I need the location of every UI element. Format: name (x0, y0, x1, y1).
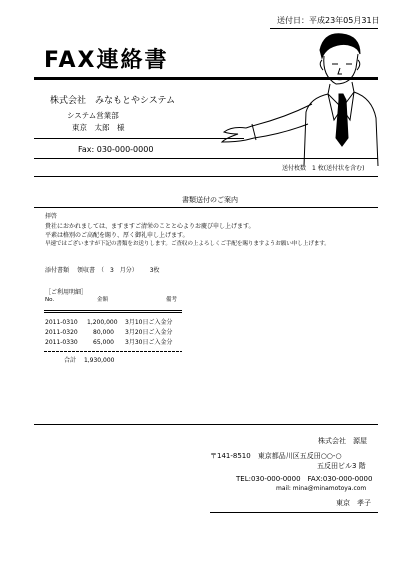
page-count-rule (34, 176, 378, 177)
row-no: 2011-0320 (45, 329, 78, 336)
section-title-rule (34, 207, 378, 208)
sender-person: 東京 孝子 (336, 499, 371, 507)
sender-address-2: 五反田ビル3 階 (317, 462, 366, 470)
sender-company: 株式会社 源屋 (318, 437, 367, 445)
enclosure (45, 268, 160, 274)
table-row (45, 330, 78, 336)
send-date-value: 平成23年05月31日 (309, 16, 380, 25)
recipient-department: システム営業部 (67, 111, 119, 120)
total (64, 358, 114, 364)
greeting: 拝啓 (45, 213, 58, 220)
sender-mail: mail: mina@minamotoya.com (276, 485, 367, 492)
recipient-fax: Fax: 030-000-0000 (78, 145, 154, 154)
sender-address-1: 〒141-8510 東京都品川区五反田○○-○ (210, 452, 342, 460)
table-row (45, 320, 78, 326)
table-row (45, 340, 78, 346)
total-value: 1,930,000 (83, 357, 115, 364)
sender-rule (210, 512, 378, 513)
footer-rule (34, 424, 378, 425)
row-note: 3月30日ご入金分 (125, 339, 173, 346)
enclosure-name: 領収書 （ 3 月分） (76, 267, 138, 274)
enclosure-label: 添付書類 (45, 267, 70, 274)
col-note: 備考 (166, 297, 178, 303)
row-amount: 65,000 (93, 339, 114, 346)
fax-rule (34, 158, 378, 159)
col-no: No. (45, 297, 55, 303)
row-amount: 1,200,000 (87, 319, 118, 326)
send-date (277, 17, 380, 25)
total-label: 合計 (64, 357, 77, 364)
row-no: 2011-0310 (45, 319, 78, 326)
recipient-rule (34, 138, 244, 139)
row-amount: 80,000 (93, 329, 114, 336)
businessman-illustration (212, 28, 380, 166)
row-note: 3月10日ご入金分 (125, 319, 173, 326)
recipient-company: 株式会社 みなもとやシステム (50, 96, 176, 106)
send-date-label: 送付日： (277, 16, 309, 25)
row-no: 2011-0330 (45, 339, 78, 346)
page-count: 送付枚数 1 枚(送付状を含む) (282, 165, 365, 172)
col-amount: 金額 (97, 297, 109, 303)
row-note: 3月20日ご入金分 (125, 329, 173, 336)
body-line-2: 平素は格別のご高配を賜り、厚く御礼申し上げます。 (45, 232, 189, 239)
table-total-rule (44, 351, 182, 352)
enclosure-count: 3枚 (149, 267, 160, 274)
table-header-rule-1 (44, 310, 182, 311)
recipient-person: 東京 太郎 様 (72, 123, 125, 132)
sender-tel: TEL:030-000-0000 FAX:030-000-0000 (236, 475, 373, 483)
page-title: FAX連絡書 (44, 48, 169, 73)
section-title: 書類送付のご案内 (182, 196, 238, 204)
body-line-1: 貴社におかれましては、ますますご清栄のことと心よりお慶び申し上げます。 (45, 223, 255, 230)
body-line-3: 早速ではございますが下記の書類をお送りします。ご査収の上よろしくご手配を賜りますようお願い申し上げます。 (45, 241, 330, 247)
table-header-rule-2 (44, 312, 182, 313)
detail-heading: ［ご利用明細］ (45, 289, 88, 296)
